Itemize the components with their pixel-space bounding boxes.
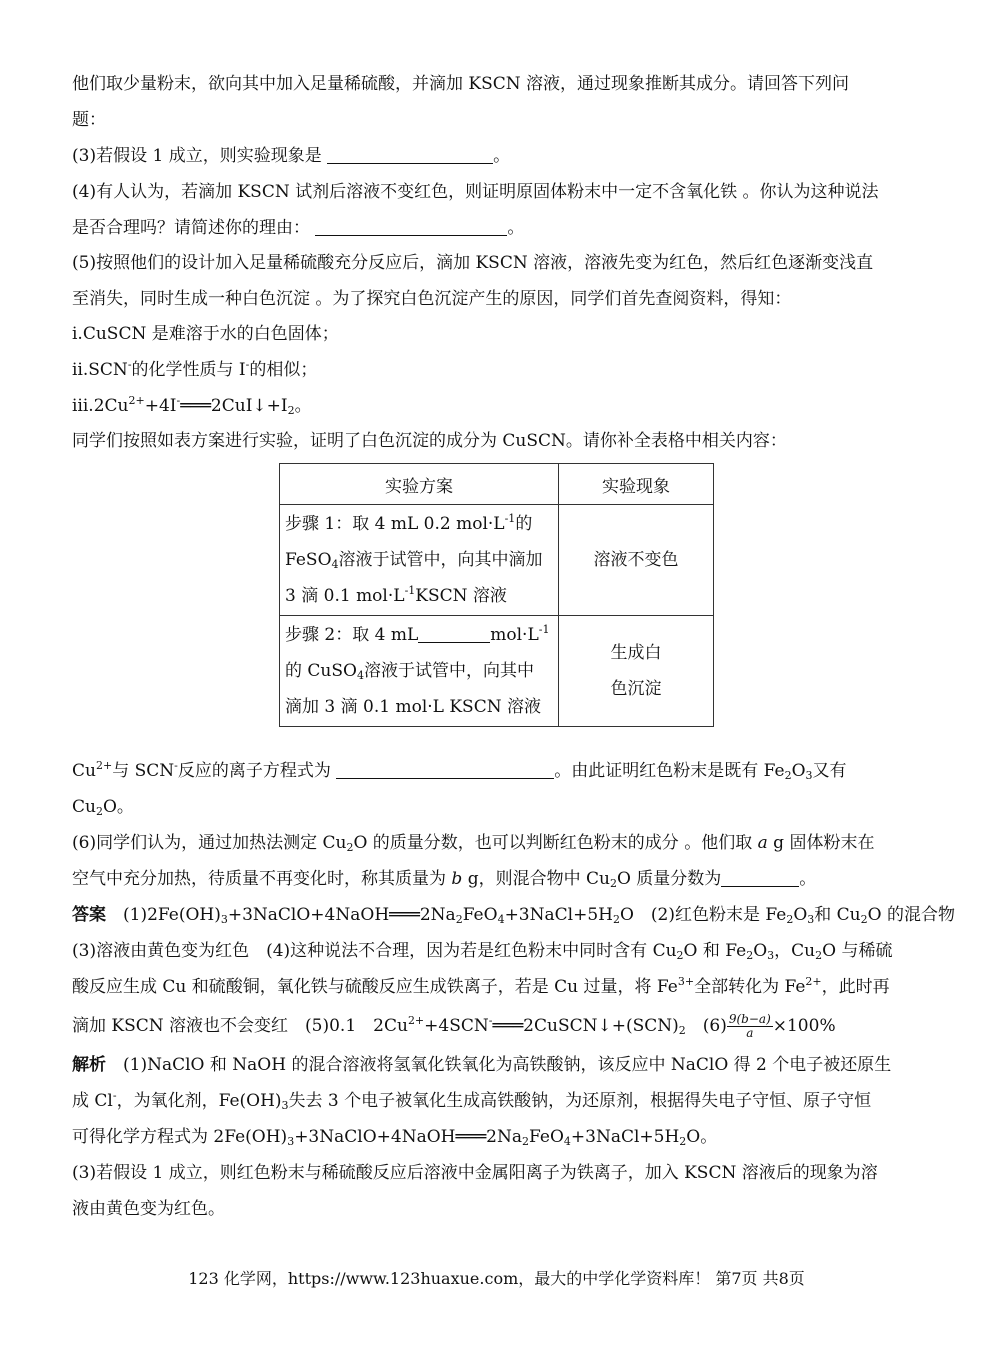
analysis-section: 解析 (1)NaClO 和 NaOH 的混合溶液将氢氧化铁氧化为高铁酸钠，该反应中 NaClO 得 2 个电子被还原生: [72, 1055, 892, 1075]
answer-line-3: 酸反应生成 Cu 和硫酸铜，氧化铁与硫酸反应生成铁离子，若是 Cu 过量，将 $Fe^{3+}$全部转化为 $Fe^{2+}$，此时再: [72, 975, 890, 997]
step1-phenomenon: 溶液不变色: [559, 505, 714, 616]
table-header-row: [280, 464, 714, 505]
intro-paragraph-cont: 题：: [72, 110, 106, 130]
step1-plan: 步骤 1：取 4 mL 0.2 $mol\cdot L^{-1}$的 FeSO$_4$溶液于试管中，向其中滴加 3 滴 0.1 $mol\cdot L^{-1}KSCN$ 溶液: [280, 505, 559, 616]
header-plan: 实验方案: [280, 464, 559, 505]
answer-blank[interactable]: [418, 624, 490, 643]
answer-label: 答案: [72, 905, 106, 925]
question-6: (6)同学们认为，通过加热法测定 $Cu_2O$ 的质量分数，也可以判断红色粉末的成分 。他们取 a g 固体粉末在: [72, 833, 875, 854]
table-intro: 同学们按照如表方案进行实验，证明了白色沉淀的成分为 CuSCN。请你补全表格中相关内容：: [72, 431, 787, 451]
table-row: [280, 505, 714, 616]
question-4: (4)有人认为，若滴加 KSCN 试剂后溶液不变红色，则证明原固体粉末中一定不含氧化铁 。你认为这种说法: [72, 182, 879, 202]
question-4-cont: 是否合理吗？请简述你的理由： 。: [72, 218, 525, 238]
info-item-ii: ⅱ.SCN-的化学性质与 I-的相似；: [72, 358, 318, 380]
info-item-i: ⅰ.CuSCN 是难溶于水的白色固体；: [72, 324, 339, 344]
step2-plan: 步骤 2：取 4 mL $mol\cdot L^{-1}$ 的 CuSO$_4$溶液于试管中，向其中 滴加 3 滴 0.1 mol·L KSCN 溶液: [280, 616, 559, 727]
mass-fraction-formula: $\frac{9(b-a)}{a}$: [728, 1012, 771, 1040]
table-row: [280, 616, 714, 727]
answer-blank[interactable]: [336, 760, 554, 779]
header-phenomenon: 实验现象: [559, 464, 714, 505]
answer-blank[interactable]: [315, 217, 507, 236]
answer-blank[interactable]: [721, 868, 799, 887]
page-footer: 123 化学网，https://www.123huaxue.com，最大的中学化学资料库！ 第7页 共8页: [188, 1269, 805, 1288]
answer-section: 答案 $(1)2Fe(OH)_3+3NaClO+4NaOH═══2Na_2FeO_4+3NaCl+5H_2O$ (2)红色粉末是 $Fe_2O_3$和 $Cu_2O$ 的混合物: [72, 905, 955, 926]
analysis-line-2: 成 Cl-，为氧化剂，$Fe(OH)_3$失去 3 个电子被氧化生成高铁酸钠，为还原剂，根据得失电子守恒、原子守恒: [72, 1089, 872, 1112]
analysis-line-4: (3)若假设 1 成立，则红色粉末与稀硫酸反应后溶液中金属阳离子为铁离子，加入 KSCN 溶液后的现象为溶: [72, 1163, 878, 1183]
answer-line-4: 滴加 KSCN 溶液也不会变红 (5)0.1 $2Cu^{2+}+4SCN^-═══2CuSCN↓+(SCN)_2$ (6) $\frac{9(b-a)}{a}$ ×100%: [72, 1012, 836, 1040]
ion-equation-question: $Cu^{2+}$与 SCN-反应的离子方程式为 。由此证明红色粉末是既有 $Fe_2O_3$又有: [72, 759, 847, 782]
analysis-line-5: 液由黄色变为红色。: [72, 1199, 225, 1219]
info-item-iii: $ⅲ.2Cu^{2+}+4I^-═══2CuI↓+I_2$。: [72, 394, 312, 417]
answer-blank[interactable]: [327, 145, 493, 164]
question-5: (5)按照他们的设计加入足量稀硫酸充分反应后，滴加 KSCN 溶液，溶液先变为红色，然后红色逐渐变浅直: [72, 253, 874, 273]
step2-phenomenon: 生成白 色沉淀: [559, 616, 714, 727]
question-6-cont: 空气中充分加热，待质量不再变化时，称其质量为 b g，则混合物中 $Cu_2O$ 质量分数为 。: [72, 869, 817, 890]
ion-equation-question-cont: $Cu_2O$。: [72, 797, 134, 818]
analysis-label: 解析: [72, 1055, 106, 1075]
experiment-table: [279, 463, 714, 727]
intro-paragraph: 他们取少量粉末，欲向其中加入足量稀硫酸，并滴加 KSCN 溶液，通过现象推断其成分。请回答下列问: [72, 74, 850, 94]
question-3: (3)若假设 1 成立，则实验现象是 。: [72, 146, 511, 166]
answer-line-2: (3)溶液由黄色变为红色 (4)这种说法不合理，因为若是红色粉末中同时含有 $Cu_2O$ 和 $Fe_2O_3$，$Cu_2O$ 与稀硫: [72, 941, 893, 962]
question-5-cont: 至消失，同时生成一种白色沉淀 。为了探究白色沉淀产生的原因，同学们首先查阅资料，得知：: [72, 289, 792, 309]
analysis-line-3: 可得化学方程式为 $2Fe(OH)_3+3NaClO+4NaOH═══2Na_2FeO_4+3NaCl+5H_2O$。: [72, 1127, 718, 1148]
